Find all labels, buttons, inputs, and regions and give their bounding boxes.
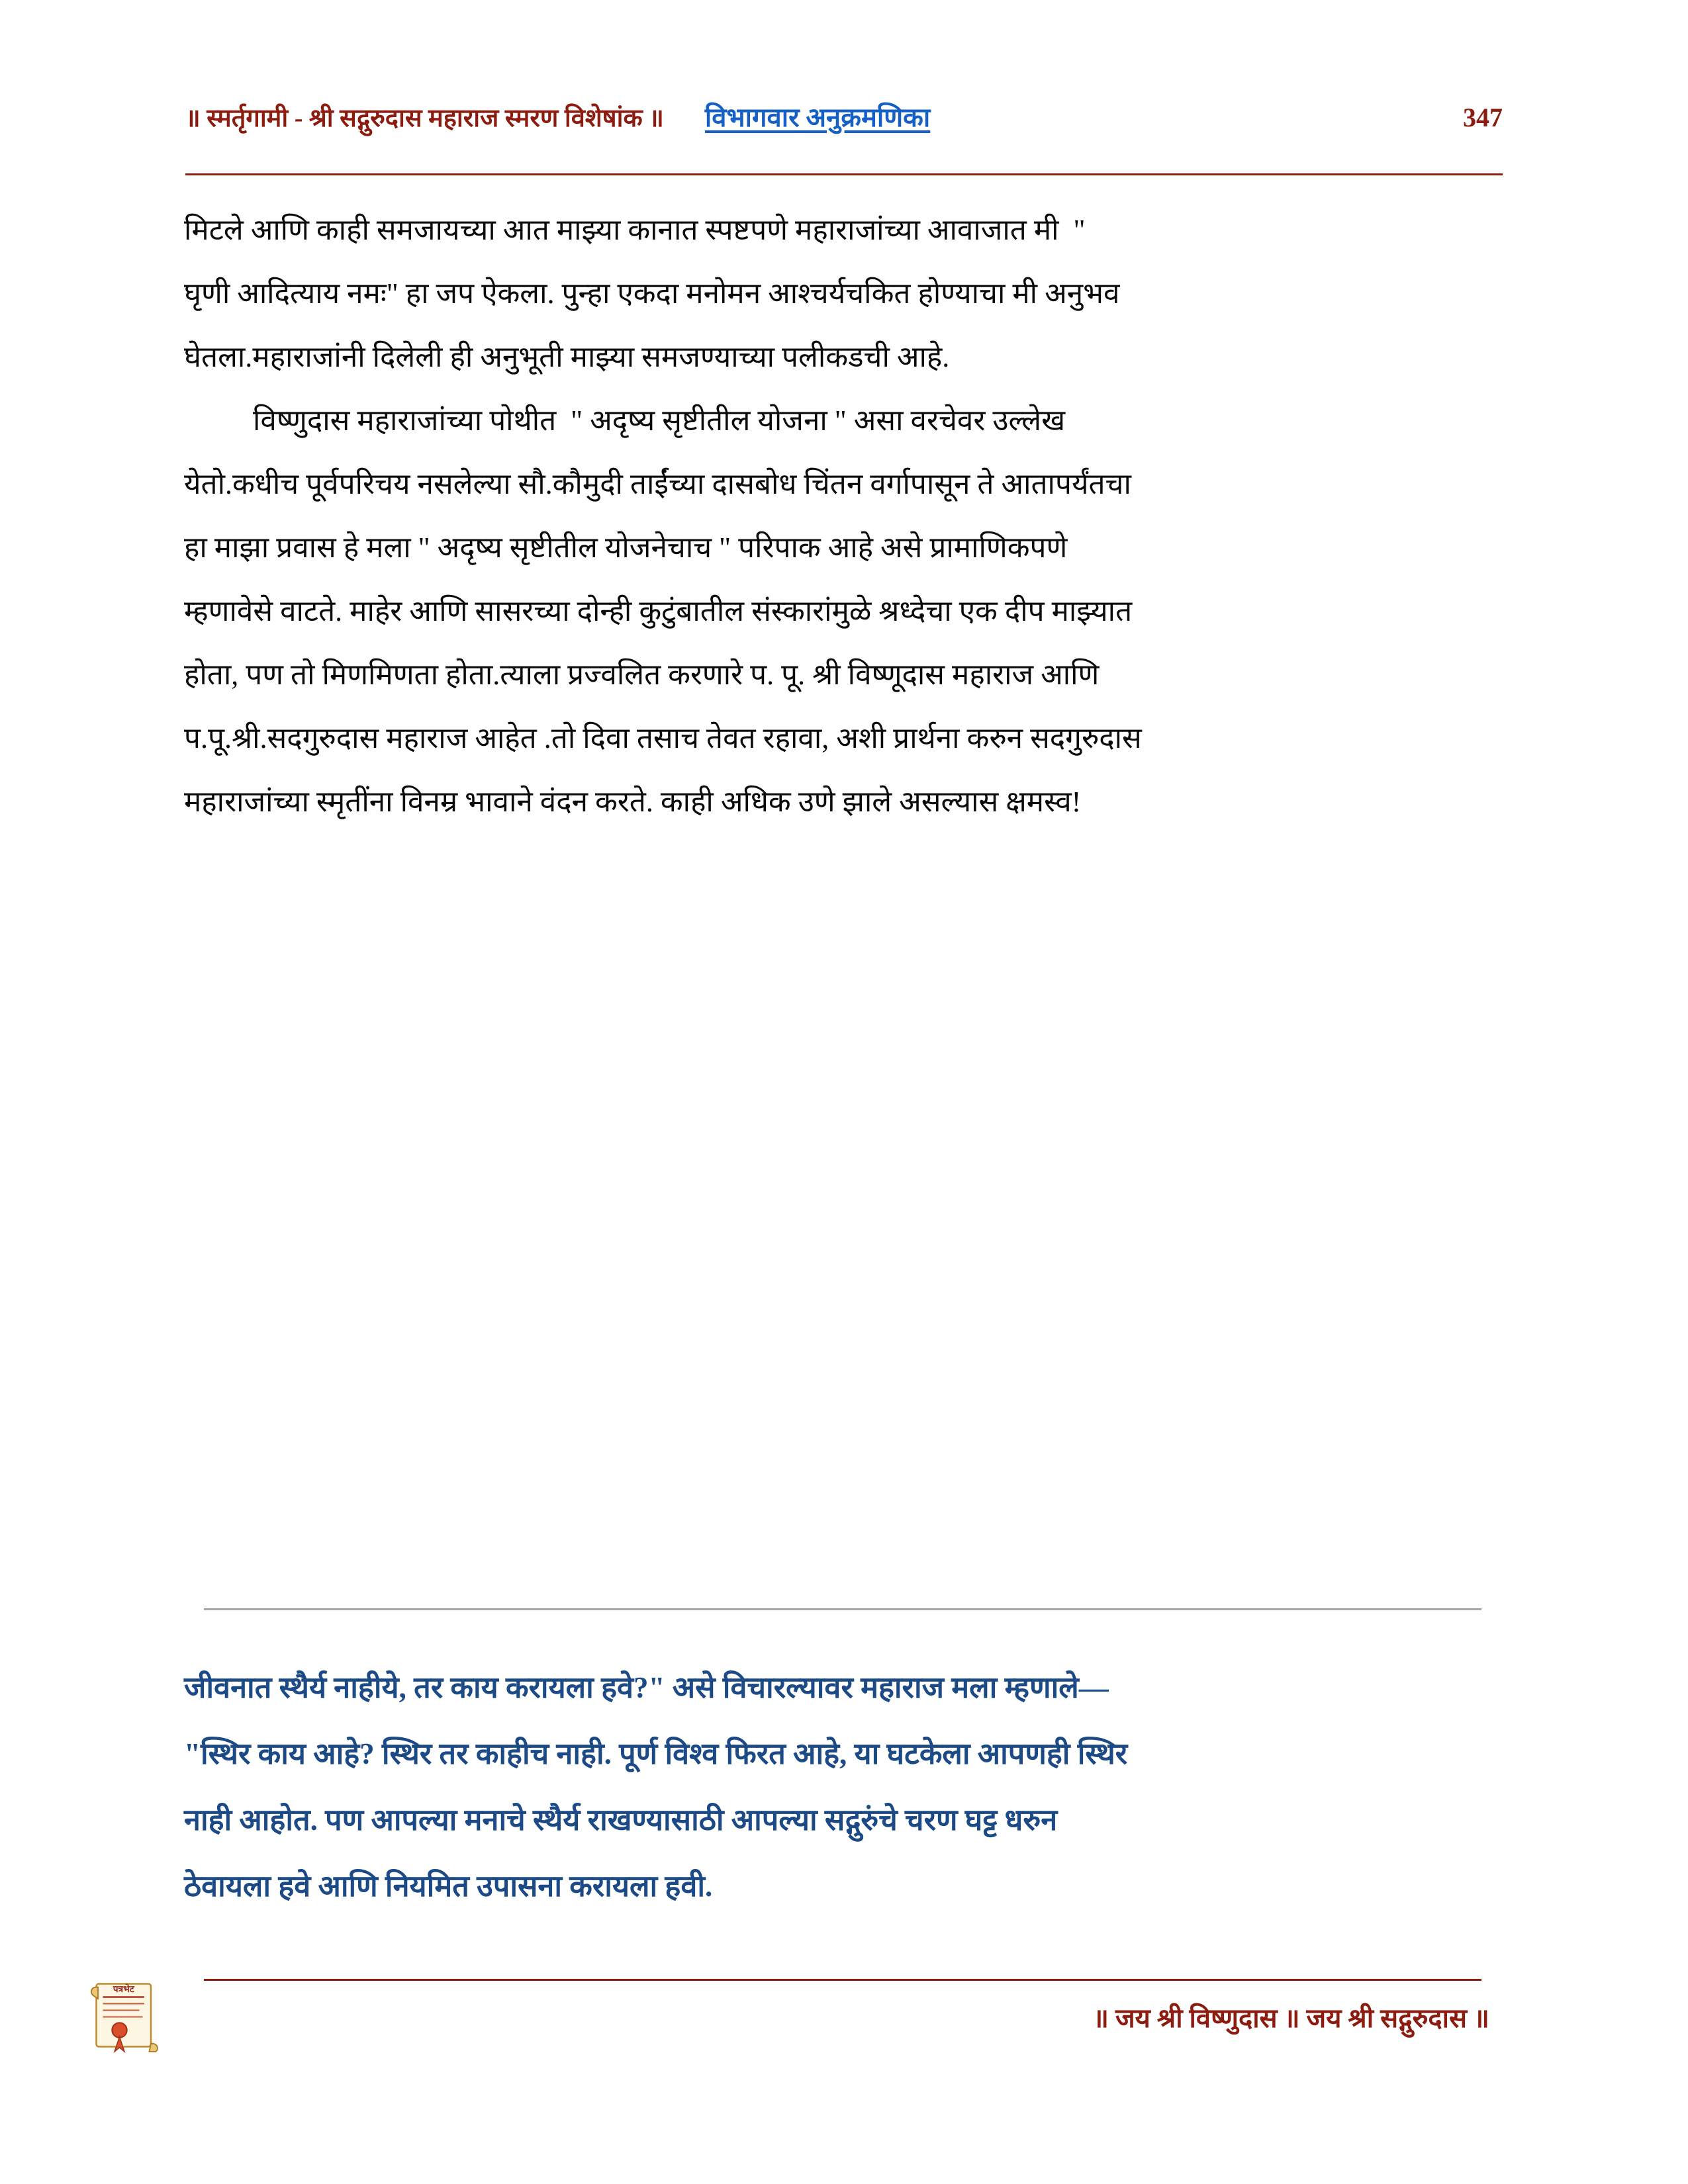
scroll-logo-icon	[85, 1976, 167, 2058]
body-line-text: प.पू.श्री.सदगुरुदास महाराज आहेत .तो दिवा तसाच तेवत रहावा, अशी प्रार्थना करुन सदगुरुदास	[184, 722, 1142, 754]
body-line	[184, 262, 1515, 326]
header-title: ॥ स्मर्तृगामी - श्री सद्गुरुदास महाराज स्मरण विशेषांक ॥	[185, 105, 664, 132]
quote-line: नाही आहोत. पण आपल्या मनाचे स्थैर्य राखण्यासाठी आपल्या सद्गुरुंचे चरण घट्ट धरुन	[184, 1803, 1058, 1837]
body-line-text: विष्णुदास महाराजांच्या पोथीत " अदृष्य सृष्टीतील योजना " असा वरचेवर उल्लेख	[253, 404, 1066, 437]
logo-label: पत्रभेट	[113, 1984, 134, 1994]
body-line-text: हा माझा प्रवास हे मला " अदृष्य सृष्टीतील योजनेचाच " परिपाक आहे असे प्रामाणिकपणे	[184, 531, 1068, 564]
body-line-text: म्हणावेसे वाटते. माहेर आणि सासरच्या दोन्ही कुटुंबातील संस्कारांमुळे श्रध्देचा एक दीप माझ्यात	[184, 595, 1133, 627]
body-line	[184, 580, 1515, 643]
body-line	[184, 707, 1515, 770]
body-line-text: घेतला.महाराजांनी दिलेली ही अनुभूती माझ्या समजण्याच्या पलीकडची आहे.	[184, 341, 950, 373]
quote-divider	[204, 1608, 1481, 1610]
page-header	[185, 98, 1503, 151]
body-line-text: होता, पण तो मिणमिणता होता.त्याला प्रज्वलित करणारे प. पू. श्री विष्णूदास महाराज आणि	[184, 659, 1100, 691]
body-line	[184, 199, 1515, 262]
quote-line: जीवनात स्थैर्य नाहीये, तर काय करायला हवे?" असे विचारल्यावर महाराज मला म्हणाले—	[184, 1671, 1109, 1704]
body-line	[184, 770, 1515, 834]
quote-text	[184, 1655, 1515, 1919]
body-line-text: घृणी आदित्याय नमः" हा जप ऐकला. पुन्हा एकदा मनोमन आश्चर्यचकित होण्याचा मी अनुभव	[184, 277, 1120, 310]
page-number: 347	[1463, 103, 1503, 132]
index-link[interactable]: विभागवार अनुक्रमणिका	[704, 103, 931, 132]
footer-divider	[204, 1979, 1481, 1981]
quote-line: "स्थिर काय आहे? स्थिर तर काहीच नाही. पूर्ण विश्व फिरत आहे, या घटकेला आपणही स्थिर	[184, 1737, 1128, 1770]
body-line	[184, 453, 1515, 516]
body-line	[184, 389, 1515, 453]
body-line	[184, 326, 1515, 389]
header-divider	[185, 173, 1503, 175]
body-line-text: महाराजांच्या स्मृतींना विनम्र भावाने वंदन करते. काही अधिक उणे झाले असल्यास क्षमस्व!	[184, 786, 1082, 818]
body-line-text: येतो.कधीच पूर्वपरिचय नसलेल्या सौ.कौमुदी ताईंच्या दासबोध चिंतन वर्गापासून ते आतापर्यंतचा	[184, 468, 1131, 500]
body-line	[184, 516, 1515, 580]
body-line	[184, 643, 1515, 707]
quote-line: ठेवायला हवे आणि नियमित उपासना करायला हवी.	[184, 1870, 713, 1903]
footer-text: ॥ जय श्री विष्णुदास ॥ जय श्री सद्गुरुदास ॥	[1093, 2003, 1489, 2033]
body-text	[184, 199, 1515, 834]
body-line-text: मिटले आणि काही समजायच्या आत माझ्या कानात स्पष्टपणे महाराजांच्या आवाजात मी "	[184, 214, 1086, 246]
